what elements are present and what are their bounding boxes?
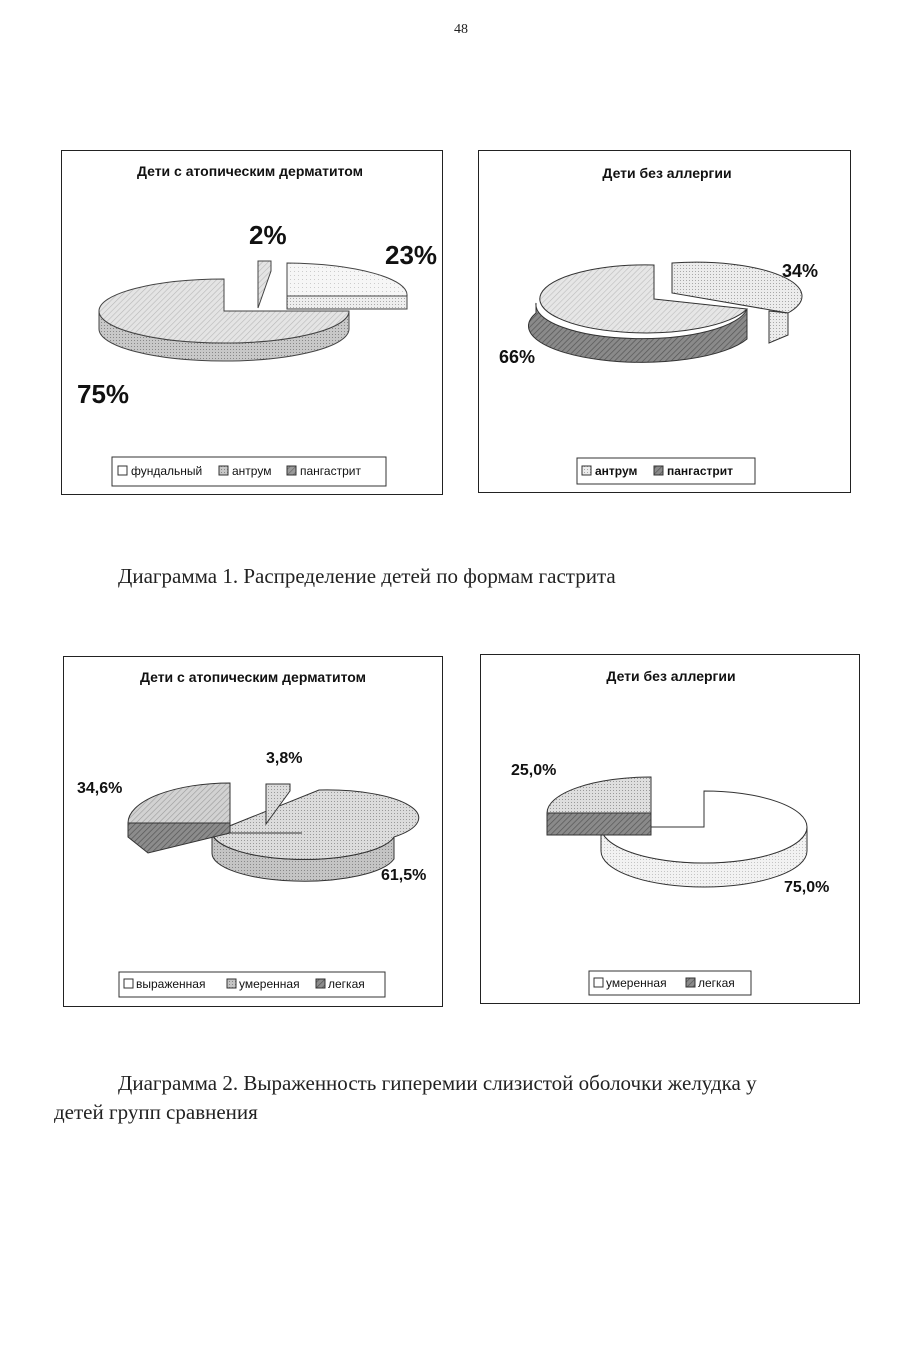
chart-3-legend-severe: выраженная <box>136 977 206 991</box>
page-number: 48 <box>454 22 468 37</box>
chart-1-legend-swatch-antrum <box>219 466 228 475</box>
chart-2-slice-pangastrit-side <box>769 311 788 343</box>
chart-3-svg <box>64 657 444 1008</box>
chart-1-legend-antrum: антрум <box>232 464 272 478</box>
chart-4-slice-light <box>547 777 651 813</box>
chart-1-legend-fundal: фундальный <box>131 464 203 478</box>
chart-2-label-pangastrit: 34% <box>782 261 819 281</box>
caption-diagram-2-line-1: Диаграмма 2. Выраженность гиперемии слизистой оболочки желудка у <box>118 1071 757 1095</box>
chart-4-slice-light-side <box>547 813 651 835</box>
chart-3-legend-swatch-light <box>316 979 325 988</box>
chart-4-legend-swatch-light <box>686 978 695 987</box>
chart-1-gastritis-atopic <box>61 150 443 495</box>
chart-3-legend-swatch-severe <box>124 979 133 988</box>
chart-1-legend-pangastrit: пангастрит <box>300 464 361 478</box>
chart-2-svg <box>479 151 852 494</box>
chart-4-hyperemia-no-allergy <box>480 654 860 1004</box>
chart-3-hyperemia-atopic <box>63 656 443 1007</box>
chart-3-label-severe: 3,8% <box>266 750 303 767</box>
chart-4-legend-moderate: умеренная <box>606 976 667 990</box>
chart-4-title: Дети без аллергии <box>606 668 736 684</box>
chart-3-legend-moderate: умеренная <box>239 977 300 991</box>
caption-diagram-2-line-2: детей групп сравнения <box>54 1100 258 1124</box>
chart-2-legend-antrum: антрум <box>595 464 638 478</box>
chart-1-slice-pangastrit-side <box>287 296 407 309</box>
chart-3-slice-light <box>128 783 230 823</box>
chart-1-title: Дети с атопическим дерматитом <box>136 163 364 179</box>
chart-2-legend-pangastrit: пангастрит <box>667 464 733 478</box>
chart-4-label-moderate: 75,0% <box>784 879 830 896</box>
chart-2-label-antrum: 66% <box>499 347 536 367</box>
chart-4-label-light: 25,0% <box>511 762 557 779</box>
chart-3-title: Дети с атопическим дерматитом <box>139 669 367 685</box>
chart-4-svg <box>481 655 861 1005</box>
chart-2-gastritis-no-allergy <box>478 150 851 493</box>
chart-4-legend-swatch-moderate <box>594 978 603 987</box>
chart-1-legend-swatch-fundal <box>118 466 127 475</box>
chart-1-label-fundal: 75% <box>77 379 130 409</box>
chart-1-slice-antrum <box>258 261 271 308</box>
chart-1-label-antrum: 2% <box>249 220 287 250</box>
chart-3-label-moderate: 61,5% <box>381 867 427 884</box>
chart-2-legend-swatch-antrum <box>582 466 591 475</box>
chart-1-svg <box>62 151 444 496</box>
caption-diagram-1: Диаграмма 1. Распределение детей по формам гастрита <box>118 564 616 588</box>
chart-2-title: Дети без аллергии <box>602 165 732 181</box>
chart-2-legend-swatch-pangastrit <box>654 466 663 475</box>
chart-1-legend-swatch-pangastrit <box>287 466 296 475</box>
chart-1-label-pangastrit: 23% <box>385 240 438 270</box>
chart-3-label-light: 34,6% <box>77 780 123 797</box>
chart-3-legend-swatch-moderate <box>227 979 236 988</box>
chart-3-legend-light: легкая <box>328 977 365 991</box>
chart-4-legend-light: легкая <box>698 976 735 990</box>
